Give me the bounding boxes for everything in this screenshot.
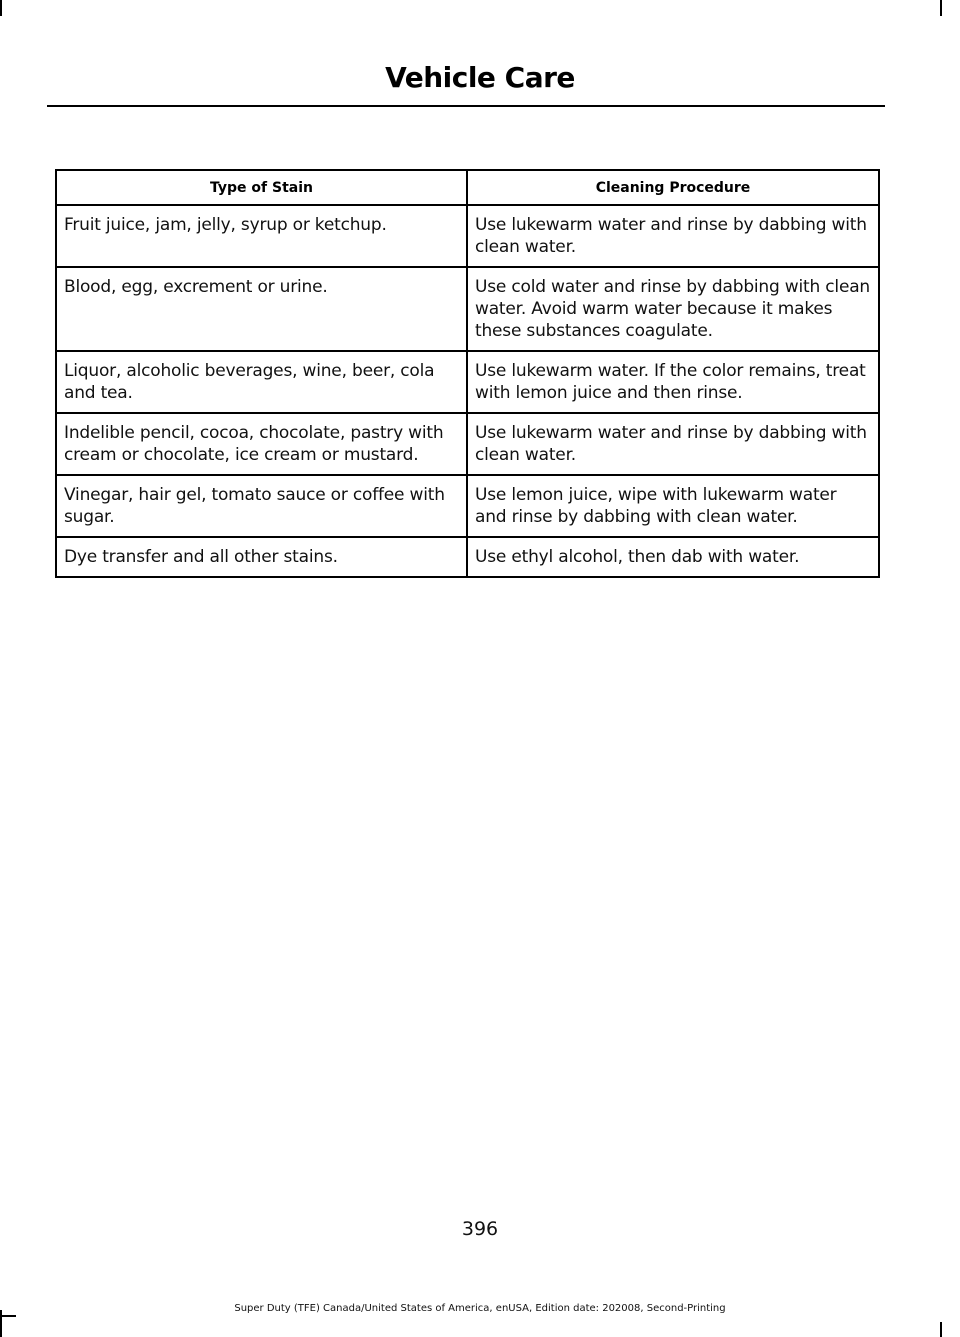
table-header-row [56, 170, 879, 205]
stain-type-cell: Indelible pencil, cocoa, chocolate, pastry with cream or chocolate, ice cream or mustard. [56, 413, 467, 475]
stain-type-cell: Vinegar, hair gel, tomato sauce or coffee with sugar. [56, 475, 467, 537]
cleaning-procedure-cell: Use cold water and rinse by dabbing with clean water. Avoid warm water because it makes these substances coagulate. [467, 267, 879, 351]
table-row [56, 475, 879, 537]
column-header-stain-type: Type of Stain [56, 170, 467, 205]
table-row [56, 351, 879, 413]
page-number: 396 [461, 1218, 499, 1240]
cleaning-procedure-cell: Use lemon juice, wipe with lukewarm water and rinse by dabbing with clean water. [467, 475, 879, 537]
table-row [56, 537, 879, 577]
table-row [56, 413, 879, 475]
stain-type-cell: Liquor, alcoholic beverages, wine, beer, cola and tea. [56, 351, 467, 413]
crop-mark-top-right [940, 0, 942, 16]
stain-type-cell: Blood, egg, excrement or urine. [56, 267, 467, 351]
table-row [56, 205, 879, 267]
cleaning-procedure-cell: Use lukewarm water and rinse by dabbing with clean water. [467, 413, 879, 475]
cleaning-procedure-cell: Use lukewarm water. If the color remains, treat with lemon juice and then rinse. [467, 351, 879, 413]
crop-mark-bottom-right [940, 1322, 942, 1337]
crop-mark-bottom-left-horizontal [0, 1315, 16, 1317]
column-header-cleaning-procedure: Cleaning Procedure [467, 170, 879, 205]
crop-mark-top-left [0, 0, 2, 16]
cleaning-procedure-cell: Use ethyl alcohol, then dab with water. [467, 537, 879, 577]
stain-cleaning-table [55, 169, 880, 578]
cleaning-procedure-cell: Use lukewarm water and rinse by dabbing with clean water. [467, 205, 879, 267]
page-title: Vehicle Care [385, 61, 575, 94]
table-row [56, 267, 879, 351]
stain-type-cell: Fruit juice, jam, jelly, syrup or ketchup. [56, 205, 467, 267]
title-divider [47, 105, 885, 107]
edition-footer: Super Duty (TFE) Canada/United States of America, enUSA, Edition date: 202008, Second-Printing [234, 1303, 726, 1314]
stain-type-cell: Dye transfer and all other stains. [56, 537, 467, 577]
